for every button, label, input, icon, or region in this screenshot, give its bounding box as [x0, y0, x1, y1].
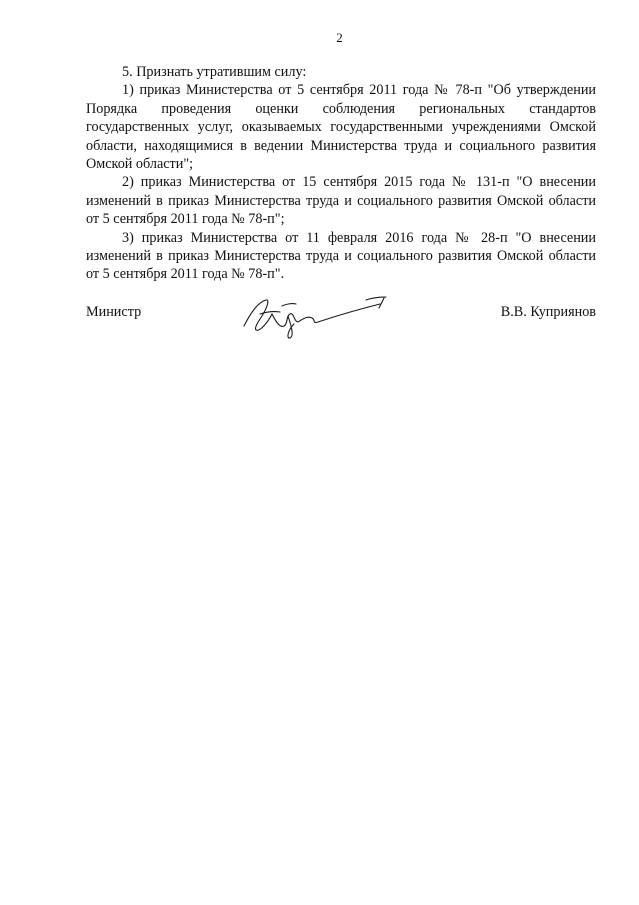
page-number: 2 [336, 30, 343, 45]
signer-name: В.В. Куприянов [500, 304, 596, 320]
signature-block [86, 302, 596, 342]
paragraph-item-3: 3) приказ Министерства от 11 февраля 2016 года № 28-п "О внесении изменений в приказ Министерства труда и социального развития Омской области от 5 сентября 2011 года № 78-п". [86, 229, 596, 283]
paragraph-item-1: 1) приказ Министерства от 5 сентября 2011 года № 78-п "Об утверждении Порядка проведения оценки соблюдения региональных стандартов государственных услуг, оказываемых государственными учреждениями Омской области, находящимися в ведении Министерства труда и социального развития Омской области"; [86, 82, 596, 173]
paragraph-item-2: 2) приказ Министерства от 15 сентября 2015 года № 131-п "О внесении изменений в приказ Министерства труда и социального развития Омской области от 5 сентября 2011 года № 78-п"; [86, 174, 596, 228]
paragraph-heading: 5. Признать утратившим силу: [122, 64, 307, 80]
document-body [86, 63, 596, 284]
position-title: Министр [86, 304, 142, 320]
handwritten-signature [236, 292, 396, 340]
